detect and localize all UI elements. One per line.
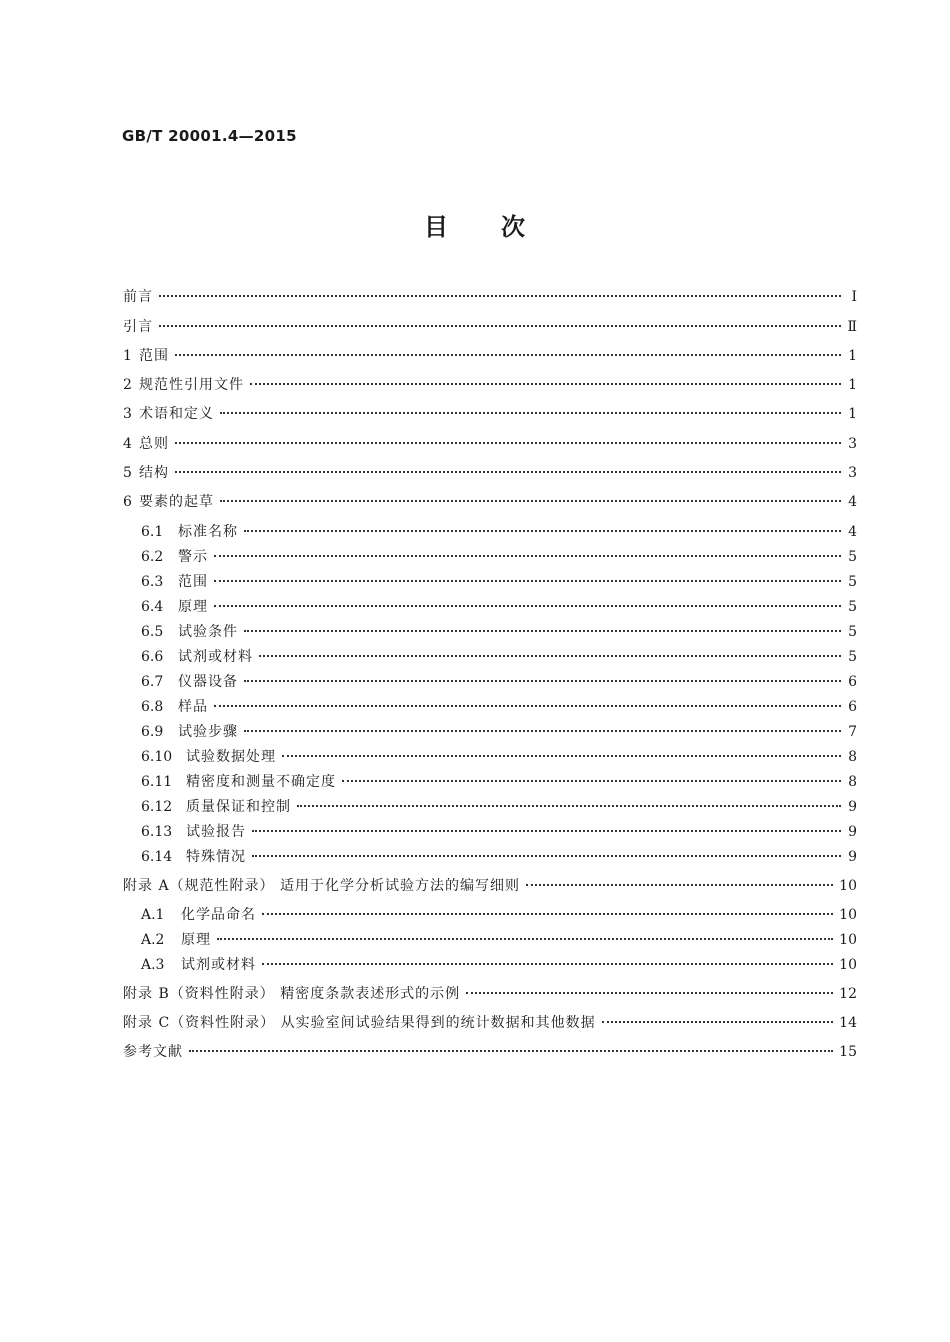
toc-entry-number: 6.7 [141, 674, 164, 690]
toc-entry-label: 结构 [139, 465, 169, 481]
toc-entry-number: 5 [123, 465, 132, 481]
toc-entry-number: 6 [123, 494, 132, 510]
dot-leader [217, 938, 833, 940]
dot-leader [244, 630, 841, 632]
toc-entry-label: 参考文献 [123, 1044, 183, 1060]
toc-entry-page: 10 [839, 957, 857, 973]
toc-entry[interactable] [141, 597, 857, 617]
toc-entry-label: 化学品命名 [181, 907, 256, 923]
dot-leader [220, 500, 841, 502]
toc-entry-page: 8 [848, 774, 857, 790]
toc-entry-page: 6 [848, 674, 857, 690]
toc-entry[interactable] [141, 930, 857, 950]
toc-entry[interactable] [141, 672, 857, 692]
toc-entry-page: 1 [848, 377, 857, 393]
dot-leader [220, 412, 841, 414]
toc-entry-number: 2 [123, 377, 132, 393]
toc-entry-page: 14 [839, 1015, 857, 1031]
dot-leader [175, 354, 841, 356]
toc-entry-page: 9 [848, 849, 857, 865]
toc-entry-label: 范围 [178, 574, 208, 590]
dot-leader [175, 442, 841, 444]
dot-leader [159, 295, 841, 297]
toc-entry[interactable] [141, 697, 857, 717]
dot-leader [252, 855, 841, 857]
toc-entry-label: 试验报告 [186, 824, 246, 840]
toc-entry[interactable] [141, 847, 857, 867]
dot-leader [159, 325, 841, 327]
dot-leader [214, 555, 841, 557]
toc-entry[interactable] [141, 622, 857, 642]
toc-entry-page: 5 [848, 549, 857, 565]
toc-entry[interactable] [123, 492, 857, 512]
toc-entry-label: 总则 [139, 436, 169, 452]
toc-entry-label: 原理 [178, 599, 208, 615]
toc-entry-label: 前言 [123, 289, 153, 305]
toc-entry-page: Ⅰ [851, 289, 857, 305]
dot-leader [262, 913, 833, 915]
toc-entry-label: 试剂或材料 [181, 957, 256, 973]
toc-entry[interactable] [141, 522, 857, 542]
toc-entry[interactable] [141, 772, 857, 792]
toc-entry-number: A.2 [141, 932, 165, 948]
toc-entry-label: 规范性引用文件 [139, 377, 244, 393]
toc-entry[interactable] [123, 876, 857, 896]
toc-entry-label: 范围 [139, 348, 169, 364]
toc-entry-label: 试验数据处理 [186, 749, 276, 765]
toc-entry-label: 仪器设备 [178, 674, 238, 690]
toc-entry-page: 15 [839, 1044, 857, 1060]
toc-entry-page: 10 [839, 932, 857, 948]
toc-entry[interactable] [141, 747, 857, 767]
page-title [0, 207, 950, 242]
toc-entry-number: 6.5 [141, 624, 164, 640]
toc-entry[interactable] [141, 547, 857, 567]
toc-entry-page: 5 [848, 624, 857, 640]
dot-leader [259, 655, 841, 657]
toc-entry-page: Ⅱ [847, 319, 857, 335]
toc-entry-page: 9 [848, 824, 857, 840]
toc-entry-label: 附录 A（规范性附录） 适用于化学分析试验方法的编写细则 [123, 878, 521, 894]
toc-entry-label: 附录 C（资料性附录） 从实验室间试验结果得到的统计数据和其他数据 [123, 1015, 596, 1031]
toc-entry-label: 标准名称 [178, 524, 238, 540]
toc-entry-label: 质量保证和控制 [186, 799, 291, 815]
title-char-2: 次 [501, 212, 526, 241]
toc-entry-number: 6.4 [141, 599, 164, 615]
toc-entry-page: 9 [848, 799, 857, 815]
toc-entry-label: 特殊情况 [186, 849, 246, 865]
toc-entry-page: 4 [848, 494, 857, 510]
toc-entry[interactable] [141, 955, 857, 975]
toc-entry[interactable] [123, 1013, 857, 1033]
dot-leader [252, 830, 841, 832]
toc-entry-label: 附录 B（资料性附录） 精密度条款表述形式的示例 [123, 986, 461, 1002]
toc-entry-page: 8 [848, 749, 857, 765]
toc-entry[interactable] [123, 434, 857, 454]
dot-leader [466, 992, 833, 994]
dot-leader [189, 1050, 833, 1052]
toc-entry[interactable] [141, 905, 857, 925]
toc-entry-page: 10 [839, 878, 857, 894]
toc-entry[interactable] [123, 984, 857, 1004]
toc-entry[interactable] [123, 1042, 857, 1062]
dot-leader [214, 705, 841, 707]
toc-entry-label: 试验条件 [178, 624, 238, 640]
toc-entry-number: 6.1 [141, 524, 164, 540]
toc-entry-label: 精密度和测量不确定度 [186, 774, 336, 790]
toc-entry-number: 1 [123, 348, 132, 364]
toc-entry-page: 5 [848, 649, 857, 665]
toc-entry-page: 5 [848, 599, 857, 615]
dot-leader [244, 730, 841, 732]
toc-entry-number: 6.6 [141, 649, 164, 665]
dot-leader [297, 805, 841, 807]
toc-entry[interactable] [123, 375, 857, 395]
standard-code: GB/T 20001.4—2015 [122, 127, 297, 145]
toc-entry-label: 术语和定义 [139, 406, 214, 422]
toc-entry-number: 6.14 [141, 849, 173, 865]
toc-entry-label: 警示 [178, 549, 208, 565]
toc-entry-number: 6.9 [141, 724, 164, 740]
toc-entry-page: 7 [848, 724, 857, 740]
toc-entry-page: 10 [839, 907, 857, 923]
dot-leader [244, 680, 841, 682]
dot-leader [262, 963, 833, 965]
dot-leader [214, 580, 841, 582]
toc-entry-label: 原理 [181, 932, 211, 948]
toc-entry-number: 6.12 [141, 799, 173, 815]
toc-entry-page: 12 [839, 986, 857, 1002]
toc-entry-page: 3 [848, 465, 857, 481]
toc-entry-page: 4 [848, 524, 857, 540]
toc-entry[interactable] [141, 822, 857, 842]
toc-entry-number: A.1 [141, 907, 165, 923]
toc-entry[interactable] [123, 287, 857, 307]
dot-leader [244, 530, 841, 532]
toc-entry[interactable] [123, 463, 857, 483]
dot-leader [214, 605, 841, 607]
toc-entry[interactable] [123, 404, 857, 424]
toc-entry-page: 1 [848, 406, 857, 422]
toc-entry-number: 6.3 [141, 574, 164, 590]
toc-entry-number: 6.11 [141, 774, 173, 790]
dot-leader [342, 780, 841, 782]
toc-entry-label: 引言 [123, 319, 153, 335]
toc-entry[interactable] [141, 572, 857, 592]
toc-entry-label: 试验步骤 [178, 724, 238, 740]
toc-entry-number: 6.2 [141, 549, 164, 565]
toc-entry-page: 5 [848, 574, 857, 590]
toc-entry[interactable] [123, 317, 857, 337]
toc-entry-number: 6.13 [141, 824, 173, 840]
dot-leader [282, 755, 841, 757]
toc-entry[interactable] [123, 346, 857, 366]
toc-entry[interactable] [141, 647, 857, 667]
toc-entry-page: 6 [848, 699, 857, 715]
toc-entry-number: A.3 [141, 957, 165, 973]
toc-entry[interactable] [141, 722, 857, 742]
dot-leader [175, 471, 841, 473]
dot-leader [250, 383, 841, 385]
toc-entry-label: 试剂或材料 [178, 649, 253, 665]
toc-entry-number: 6.10 [141, 749, 173, 765]
toc-entry-number: 4 [123, 436, 132, 452]
dot-leader [526, 884, 833, 886]
toc-entry[interactable] [141, 797, 857, 817]
toc-entry-page: 3 [848, 436, 857, 452]
toc-entry-number: 6.8 [141, 699, 164, 715]
toc-entry-page: 1 [848, 348, 857, 364]
toc-entry-label: 要素的起草 [139, 494, 214, 510]
title-char-1: 目 [424, 212, 449, 241]
toc-entry-number: 3 [123, 406, 132, 422]
toc-entry-label: 样品 [178, 699, 208, 715]
dot-leader [602, 1021, 834, 1023]
